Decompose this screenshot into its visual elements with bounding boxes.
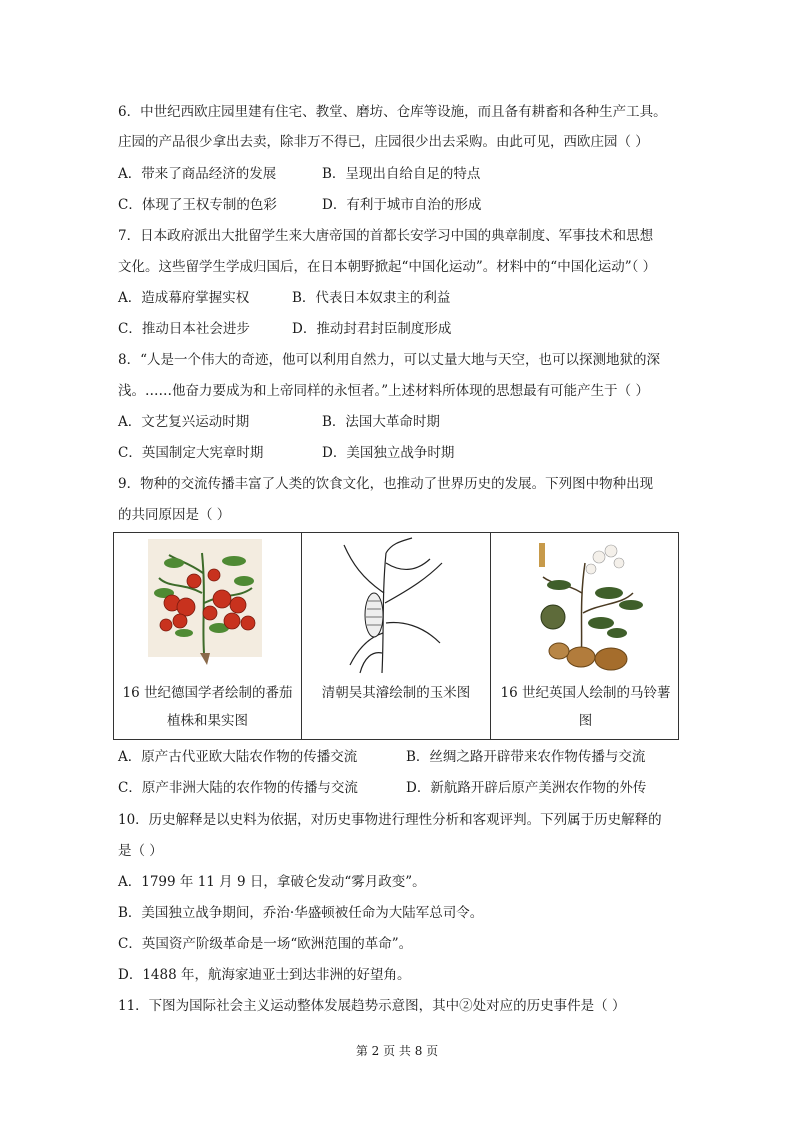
- q7-option-c: C．推动日本社会进步: [118, 321, 250, 337]
- potato-plant-illustration: [491, 533, 680, 679]
- q9-stem-line1: 9．物种的交流传播丰富了人类的饮食文化，也推动了世界历史的发展。下列图中物种出现: [118, 476, 654, 492]
- corn-plant-illustration: [302, 533, 491, 679]
- q8-stem-line2: 浅。……他奋力要成为和上帝同样的永恒者。”上述材料所体现的思想最有可能产生于（ ）: [118, 383, 649, 399]
- q10-option-b: B．美国独立战争期间，乔治·华盛顿被任命为大陆军总司令。: [118, 905, 484, 921]
- tomato-plant-illustration: [114, 533, 302, 679]
- q7-stem-line1: 7．日本政府派出大批留学生来大唐帝国的首都长安学习中国的典章制度、军事技术和思想: [118, 228, 654, 244]
- q9-option-c: C．原产非洲大陆的农作物的传播与交流: [118, 780, 358, 796]
- q10-option-a: A．1799 年 11 月 9 日，拿破仑发动“雾月政变”。: [118, 874, 426, 890]
- q8-option-d: D．美国独立战争时期: [322, 445, 455, 461]
- q6-stem-line2: 庄园的产品很少拿出去卖，除非万不得已，庄园很少出去采购。由此可见，西欧庄园（ ）: [118, 134, 649, 150]
- q7-stem-line2: 文化。这些留学生学成归国后，在日本朝野掀起“中国化运动”。材料中的“中国化运动”（ ）: [118, 259, 657, 275]
- q6-option-d: D．有利于城市自治的形成: [322, 197, 482, 213]
- q10-stem-line1: 10．历史解释是以史料为依据，对历史事物进行理性分析和客观评判。下列属于历史解释的: [118, 812, 662, 828]
- tomato-cell: [114, 533, 302, 739]
- q7-option-b: B．代表日本奴隶主的利益: [292, 290, 451, 306]
- potato-cell: [491, 533, 680, 739]
- q9-option-d: D．新航路开辟后原产美洲农作物的外传: [406, 780, 647, 796]
- q9-image-table: [113, 532, 679, 740]
- q7-option-a: A．造成幕府掌握实权: [118, 290, 250, 306]
- q9-option-a: A．原产古代亚欧大陆农作物的传播交流: [118, 749, 358, 765]
- q6-option-c: C．体现了王权专制的色彩: [118, 197, 277, 213]
- q9-stem-line2: 的共同原因是（ ）: [118, 507, 231, 523]
- q8-option-b: B．法国大革命时期: [322, 414, 440, 430]
- q8-stem-line1: 8．“人是一个伟大的奇迹，他可以利用自然力，可以丈量大地与天空，也可以探测地狱的深: [118, 352, 660, 368]
- q7-option-d: D．推动封君封臣制度形成: [292, 321, 452, 337]
- corn-caption: 清朝吴其濬绘制的玉米图: [321, 685, 471, 701]
- corn-cell: [302, 533, 491, 739]
- tomato-caption: 16 世纪德国学者绘制的番茄 植株和果实图: [122, 685, 293, 729]
- potato-caption: 16 世纪英国人绘制的马铃薯 图: [500, 685, 671, 729]
- q10-option-c: C．英国资产阶级革命是一场“欧洲范围的革命”。: [118, 936, 413, 952]
- q11-stem-line1: 11．下图为国际社会主义运动整体发展趋势示意图，其中②处对应的历史事件是（ ）: [118, 998, 626, 1014]
- q6-option-a: A．带来了商品经济的发展: [118, 166, 277, 182]
- page-footer: 第 2 页 共 8 页: [355, 1044, 439, 1058]
- q9-option-b: B．丝绸之路开辟带来农作物传播与交流: [406, 749, 646, 765]
- q8-option-c: C．英国制定大宪章时期: [118, 445, 264, 461]
- q6-stem-line1: 6．中世纪西欧庄园里建有住宅、教堂、磨坊、仓库等设施，而且备有耕畜和各种生产工具。: [118, 104, 667, 120]
- q6-option-b: B．呈现出自给自足的特点: [322, 166, 481, 182]
- q10-stem-line2: 是（ ）: [118, 843, 163, 859]
- q8-option-a: A．文艺复兴运动时期: [118, 414, 250, 430]
- q10-option-d: D．1488 年，航海家迪亚士到达非洲的好望角。: [118, 967, 411, 983]
